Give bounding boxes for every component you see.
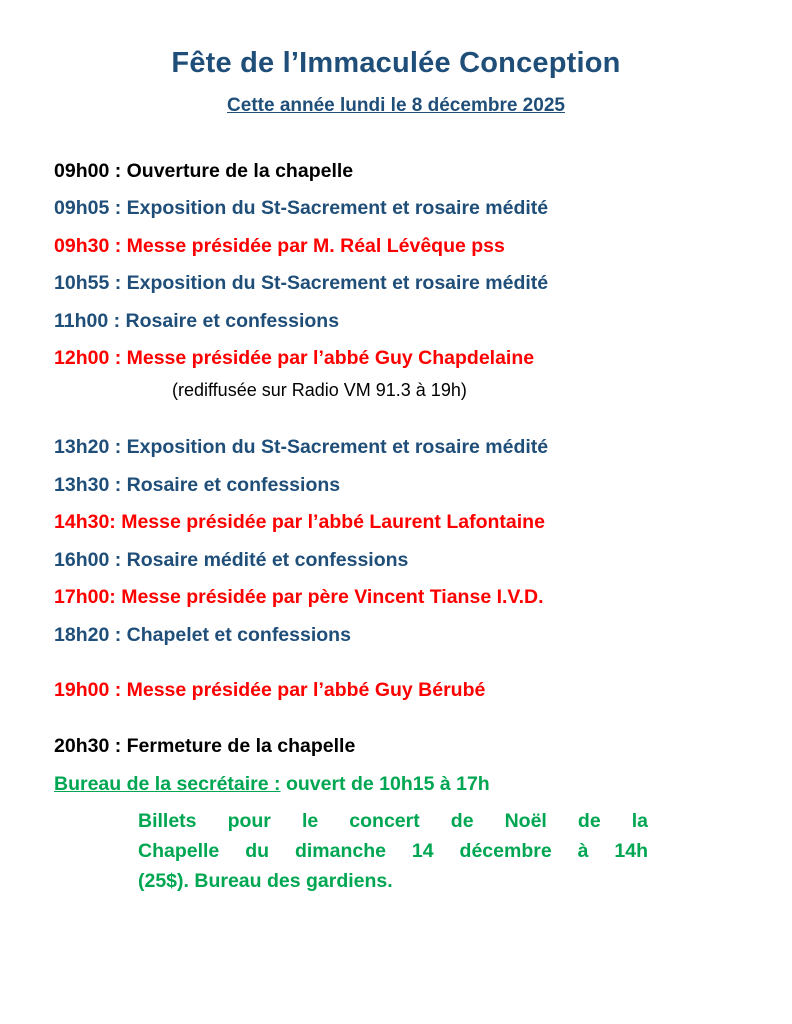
schedule-item: 13h30 : Rosaire et confessions xyxy=(54,473,341,496)
broadcast-note: (rediffusée sur Radio VM 91.3 à 19h) xyxy=(172,379,467,400)
page-subtitle: Cette année lundi le 8 décembre 2025 xyxy=(227,94,565,116)
schedule-item: 11h00 : Rosaire et confessions xyxy=(54,309,340,332)
schedule-item: 09h30 : Messe présidée par M. Réal Lévêque pss xyxy=(54,234,505,257)
schedule-item: 12h00 : Messe présidée par l’abbé Guy Chapdelaine xyxy=(54,347,535,370)
secretary-office-hours: ouvert de 10h15 à 17h xyxy=(280,773,490,796)
schedule-item: 14h30: Messe présidée par l’abbé Laurent Lafontaine xyxy=(54,511,545,534)
schedule-item: 19h00 : Messe présidée par l’abbé Guy Bérubé xyxy=(54,679,486,702)
secretary-note-line: Billets pour le concert de Noël de la xyxy=(138,809,648,832)
secretary-note-line: (25$). Bureau des gardiens. xyxy=(138,870,393,893)
schedule-item: 09h05 : Exposition du St-Sacrement et rosaire médité xyxy=(54,197,549,220)
schedule-list xyxy=(40,159,752,897)
secretary-office-label: Bureau de la secrétaire : xyxy=(54,773,281,796)
schedule-item: 09h00 : Ouverture de la chapelle xyxy=(54,159,354,182)
schedule-item: 20h30 : Fermeture de la chapelle xyxy=(54,734,356,757)
secretary-office-header xyxy=(54,774,752,795)
spacer xyxy=(54,418,752,438)
schedule-item: 17h00: Messe présidée par père Vincent Tianse I.V.D. xyxy=(54,586,544,609)
schedule-item: 16h00 : Rosaire médité et confessions xyxy=(54,548,409,571)
schedule-item: 10h55 : Exposition du St-Sacrement et rosaire médité xyxy=(54,272,549,295)
secretary-note-line: Chapelle du dimanche 14 décembre à 14h xyxy=(138,840,648,863)
schedule-item: 13h20 : Exposition du St-Sacrement et rosaire médité xyxy=(54,436,549,459)
page-title: Fête de l’Immaculée Conception xyxy=(171,47,621,79)
secretary-office-note xyxy=(54,806,648,897)
schedule-item: 18h20 : Chapelet et confessions xyxy=(54,623,351,646)
